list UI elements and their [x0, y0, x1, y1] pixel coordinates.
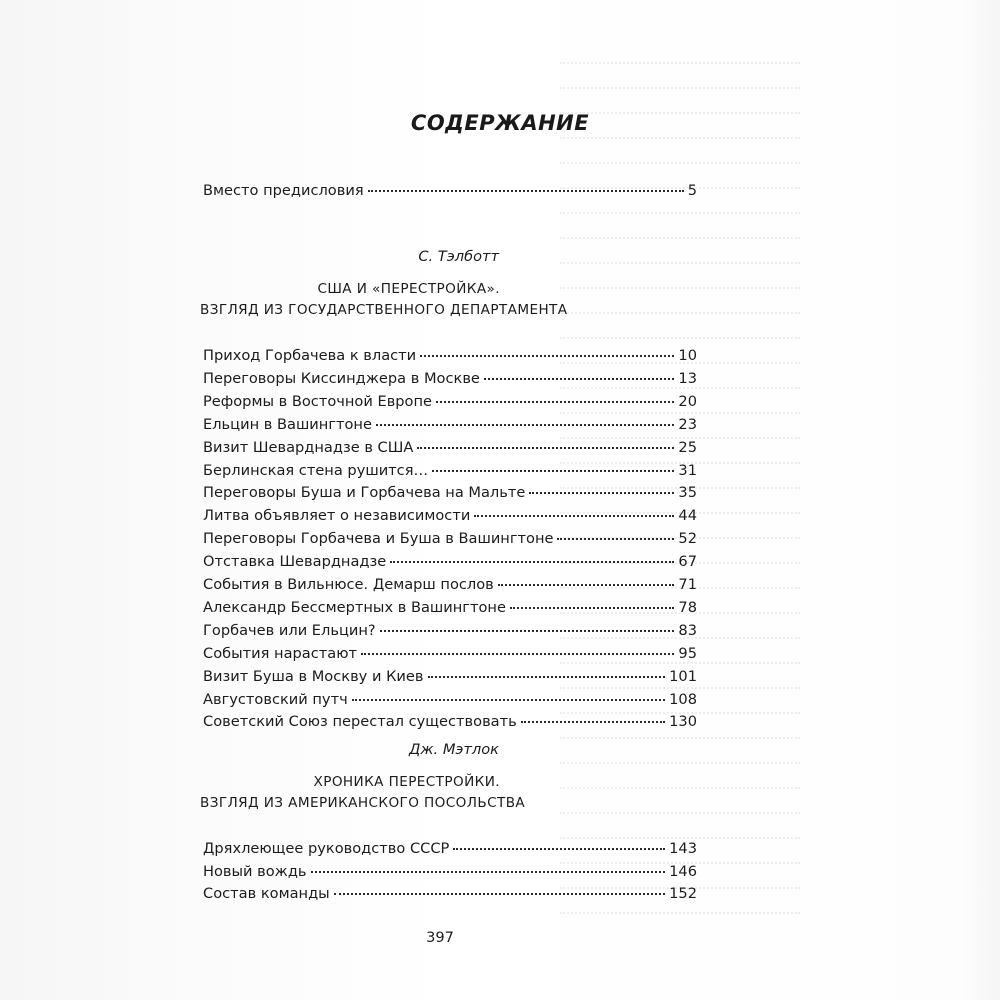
toc-entry-page: 146 [669, 862, 697, 880]
toc-entry-label: Берлинская стена рушится… [203, 461, 429, 479]
toc-entry [203, 507, 697, 529]
section1-author: С. Тэлботт [418, 248, 499, 265]
leader-dots [352, 699, 665, 701]
toc-entry [203, 885, 697, 907]
toc-entry-page: 71 [678, 576, 697, 593]
toc-entry-page: 13 [678, 369, 697, 387]
toc-entry [203, 530, 697, 552]
toc-entry-page: 67 [678, 553, 697, 571]
toc-entry-label: Переговоры Буша и Горбачева на Мальте [203, 484, 526, 502]
leader-dots [484, 378, 675, 380]
leader-dots [361, 653, 674, 655]
section2-heading-line1: ХРОНИКА ПЕРЕСТРОЙКИ. [313, 774, 500, 790]
toc-entry [203, 462, 697, 484]
toc-entry [203, 439, 697, 461]
leader-dots [529, 492, 674, 494]
page-title: СОДЕРЖАНИЕ [410, 111, 590, 135]
leader-dots [380, 630, 675, 632]
leader-dots [376, 424, 674, 426]
toc-entry-page: 108 [669, 690, 697, 708]
leader-dots [436, 401, 674, 403]
leader-dots [368, 190, 684, 192]
leader-dots [498, 584, 675, 586]
toc-entry-label: Августовский путч [203, 690, 348, 708]
toc-entry [203, 484, 697, 506]
toc-entry [203, 622, 697, 644]
section1-heading-line2: ВЗГЛЯД ИЗ ГОСУДАРСТВЕННОГО ДЕПАРТАМЕНТА [200, 302, 568, 318]
toc-entry-page: 20 [678, 392, 697, 410]
toc-entry-page: 52 [678, 530, 697, 548]
toc-entry-label: Визит Шеварднадзе в США [203, 438, 414, 456]
section1-heading-line1: США И «ПЕРЕСТРОЙКА». [317, 281, 500, 297]
toc-entry-label: Литва объявляет о независимости [203, 507, 471, 525]
toc-entry-label: События нарастают [203, 644, 357, 662]
leader-dots [428, 676, 666, 678]
toc-entry-page: 5 [687, 182, 697, 199]
leader-dots [390, 561, 674, 563]
toc-entry [203, 347, 697, 369]
toc-entry [203, 576, 697, 598]
leader-dots [417, 447, 674, 449]
toc-entry-label: Советский Союз перестал существовать [203, 713, 517, 731]
toc-entry [203, 370, 697, 392]
toc-entry-label: Ельцин в Вашингтоне [203, 415, 372, 433]
toc-entry-page: 143 [669, 840, 697, 857]
toc-entry-page: 95 [678, 644, 697, 662]
toc-entry [203, 668, 697, 690]
toc-entry-label: Визит Буша в Москву и Киев [203, 667, 424, 685]
toc-entry [203, 416, 697, 438]
leader-dots [311, 871, 666, 873]
toc-entry-label: Переговоры Горбачева и Буша в Вашингтоне [203, 530, 554, 548]
section2-author: Дж. Мэтлок [409, 741, 499, 758]
toc-entry-page: 101 [669, 667, 697, 685]
toc-entry-page: 31 [678, 461, 697, 479]
toc-entry-label: Состав команды [203, 885, 330, 902]
toc-entry-page: 130 [669, 713, 697, 731]
toc-entry-page: 44 [678, 507, 697, 525]
section2-heading-line2: ВЗГЛЯД ИЗ АМЕРИКАНСКОГО ПОСОЛЬСТВА [200, 795, 526, 811]
toc-entry [203, 599, 697, 621]
toc-entry-label: Новый вождь [203, 862, 307, 880]
toc-entry-page: 152 [669, 885, 697, 902]
toc-entry-page: 10 [678, 347, 697, 364]
toc-entry-page: 78 [678, 598, 697, 616]
leader-dots [474, 515, 674, 517]
leader-dots [432, 470, 674, 472]
toc-entry-intro [203, 182, 697, 204]
leader-dots [334, 893, 665, 895]
toc-entry-page: 83 [678, 621, 697, 639]
toc-entry-label: Дряхлеющее руководство СССР [203, 840, 450, 857]
toc-entry [203, 840, 697, 862]
toc-entry [203, 645, 697, 667]
toc-entry-label: Вместо предисловия [203, 182, 364, 199]
leader-dots [510, 607, 674, 609]
toc-entry [203, 553, 697, 575]
toc-entry-label: Переговоры Киссинджера в Москве [203, 369, 480, 387]
leader-dots [557, 538, 674, 540]
toc-entry-label: Приход Горбачева к власти [203, 347, 417, 364]
toc-entry-label: Александр Бессмертных в Вашингтоне [203, 598, 506, 616]
leader-dots [453, 848, 665, 850]
page-number: 397 [426, 929, 454, 946]
toc-entry-page: 35 [678, 484, 697, 502]
toc-entry-label: События в Вильнюсе. Демарш послов [203, 576, 494, 593]
toc-entry-label: Отставка Шеварднадзе [203, 553, 387, 571]
toc-entry [203, 691, 697, 713]
toc-entry-page: 25 [678, 438, 697, 456]
toc-entry [203, 863, 697, 885]
page-edge-shadow [960, 0, 1000, 1000]
toc-entry-label: Горбачев или Ельцин? [203, 621, 376, 639]
toc-entry [203, 713, 697, 735]
leader-dots [420, 355, 674, 357]
leader-dots [521, 721, 665, 723]
toc-entry-label: Реформы в Восточной Европе [203, 392, 433, 410]
toc-entry-page: 23 [678, 415, 697, 433]
toc-entry [203, 393, 697, 415]
